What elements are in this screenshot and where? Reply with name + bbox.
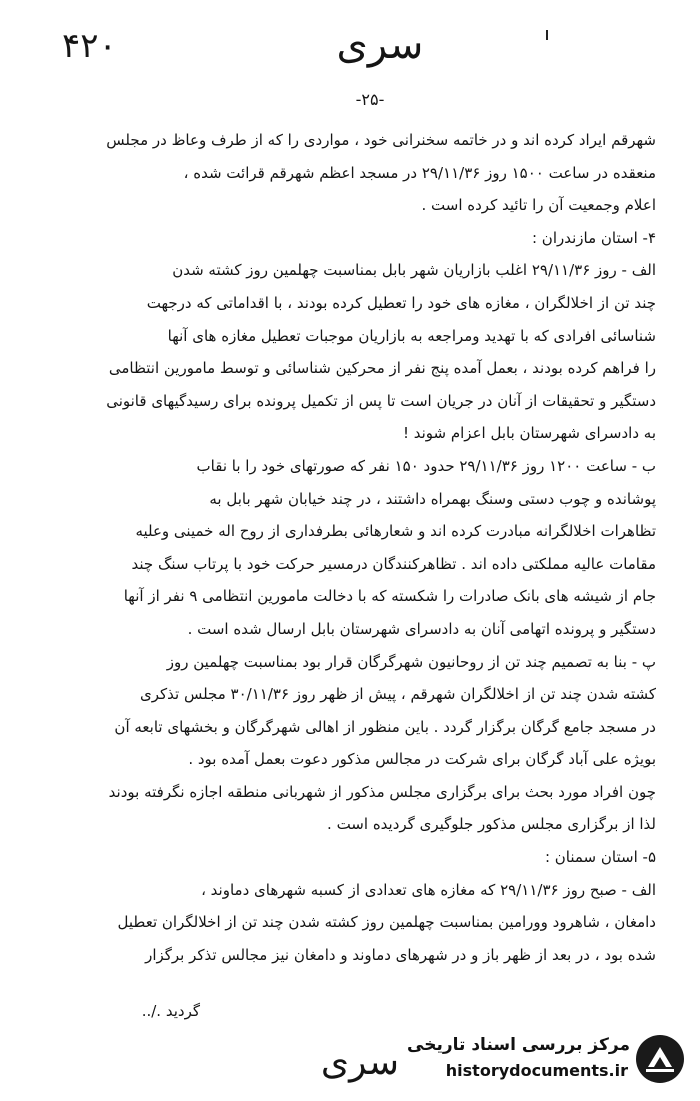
body-line: لذا از برگزاری مجلس مذکور جلوگیری گردیده است . — [327, 815, 656, 834]
body-line: پ - بنا به تصمیم چند تن از روحانیون شهرگرگان قرار بود بمناسبت چهلمین روز — [166, 652, 656, 671]
body-line: را فراهم کرده بودند ، بعمل آمده پنج نفر از محرکین شناسائی و توسط مامورین انتظامی — [108, 359, 656, 378]
body-line: ب - ساعت ۱۲۰۰ روز ۲۹/۱۱/۳۶ حدود ۱۵۰ نفر که صورتهای خود را با نقاب — [196, 456, 656, 475]
sub-page-number: -۲۵- — [355, 90, 385, 109]
body-line: شناسائی افرادی که با تهدید ومراجعه به بازاریان موجبات تعطیل مغازه های آنها — [167, 326, 656, 345]
body-line: بویژه علی آباد گرگان برای شرکت در مجالس مذکور دعوت بعمل آمده بود . — [188, 750, 656, 769]
body-line: منعقده در ساعت ۱۵۰۰ روز ۲۹/۱۱/۳۶ در مسجد اعظم شهرقم قرائت شده ، — [183, 163, 656, 182]
body-line: الف - صبح روز ۲۹/۱۱/۳۶ که مغازه های تعدادی از کسبه شهرهای دماوند ، — [201, 880, 656, 899]
body-line: دامغان ، شاهرود وورامین بمناسبت چهلمین روز کشته شدن چند تن از اخلالگران تعطیل — [117, 913, 656, 932]
body-line: الف - روز ۲۹/۱۱/۳۶ اغلب بازاریان شهر بابل بمناسبت چهلمین روز کشته شدن — [172, 261, 656, 280]
body-line: به دادسرای شهرستان بابل اعزام شوند ! — [402, 424, 656, 443]
body-line: اعلام وجمعیت آن را تائید کرده است . — [421, 196, 656, 215]
body-line: چند تن از اخلالگران ، مغازه های خود را تعطیل کرده بودند ، با اقداماتی که درجهت — [146, 293, 656, 312]
classification-footer: سری — [320, 1042, 400, 1083]
body-line: چون افراد مورد بحث برای برگزاری مجلس مذکور از شهربانی منطقه اجازه نگرفته بودند — [108, 782, 656, 801]
document-body — [50, 124, 656, 971]
section-heading-mazandaran: ۴- استان مازندران : — [531, 228, 656, 247]
watermark-title: مرکز بررسی اسناد تاریخی — [407, 1035, 630, 1055]
body-line: دستگیر و تحقیقات از آنان در جریان است تا پس از تکمیل پرونده برای رسیدگیهای قانونی — [106, 391, 656, 410]
body-line: شده بود ، در بعد از ظهر باز و در شهرهای دماوند و دامغان نیز مجالس تذکر برگزار — [145, 945, 656, 964]
section-heading-semnan: ۵- استان سمنان : — [544, 848, 656, 867]
body-line: شهرقم ایراد کرده اند و در خاتمه سخنرانی خود ، مواردی را که از طرف وعاظ در مجلس — [106, 131, 656, 149]
archive-logo-icon — [634, 1033, 686, 1085]
body-line: مقامات عالیه مملکتی داده اند . تظاهرکنندگان درمسیر حرکت خود با پرتاب سنگ چند — [131, 554, 656, 573]
classification-header: سری — [336, 22, 424, 68]
body-line: دستگیر و پرونده اتهامی آنان به دادسرای شهرستان بابل ارسال شده است . — [187, 619, 656, 638]
watermark-url: historydocuments.ir — [445, 1061, 628, 1080]
archive-watermark — [407, 1029, 686, 1089]
body-line: کشته شدن چند تن از اخلالگران شهرقم ، پیش از ظهر روز ۳۰/۱۱/۳۶ مجلس تذکری — [139, 685, 656, 704]
page-number: ۴۲۰ — [62, 26, 117, 66]
body-line: جام از شیشه های بانک صادرات را شکسته که با دخالت مامورین انتظامی ۹ نفر از آنها — [123, 587, 656, 606]
body-line: تظاهرات اخلالگرانه مبادرت کرده اند و شعارهائی بطرفداری از روح اله خمینی وعلیه — [135, 522, 656, 541]
body-line: پوشانده و چوب دستی وسنگ بهمراه داشتند ، در چند خیابان شهر بابل به — [209, 489, 656, 508]
ink-mark — [546, 30, 548, 40]
continuation-note: گردید ./.. — [141, 1002, 200, 1020]
body-line: در مسجد جامع گرگان برگزار گردد . باین منظور از اهالی شهرگرگان و بخشهای تابعه آن — [114, 717, 656, 736]
